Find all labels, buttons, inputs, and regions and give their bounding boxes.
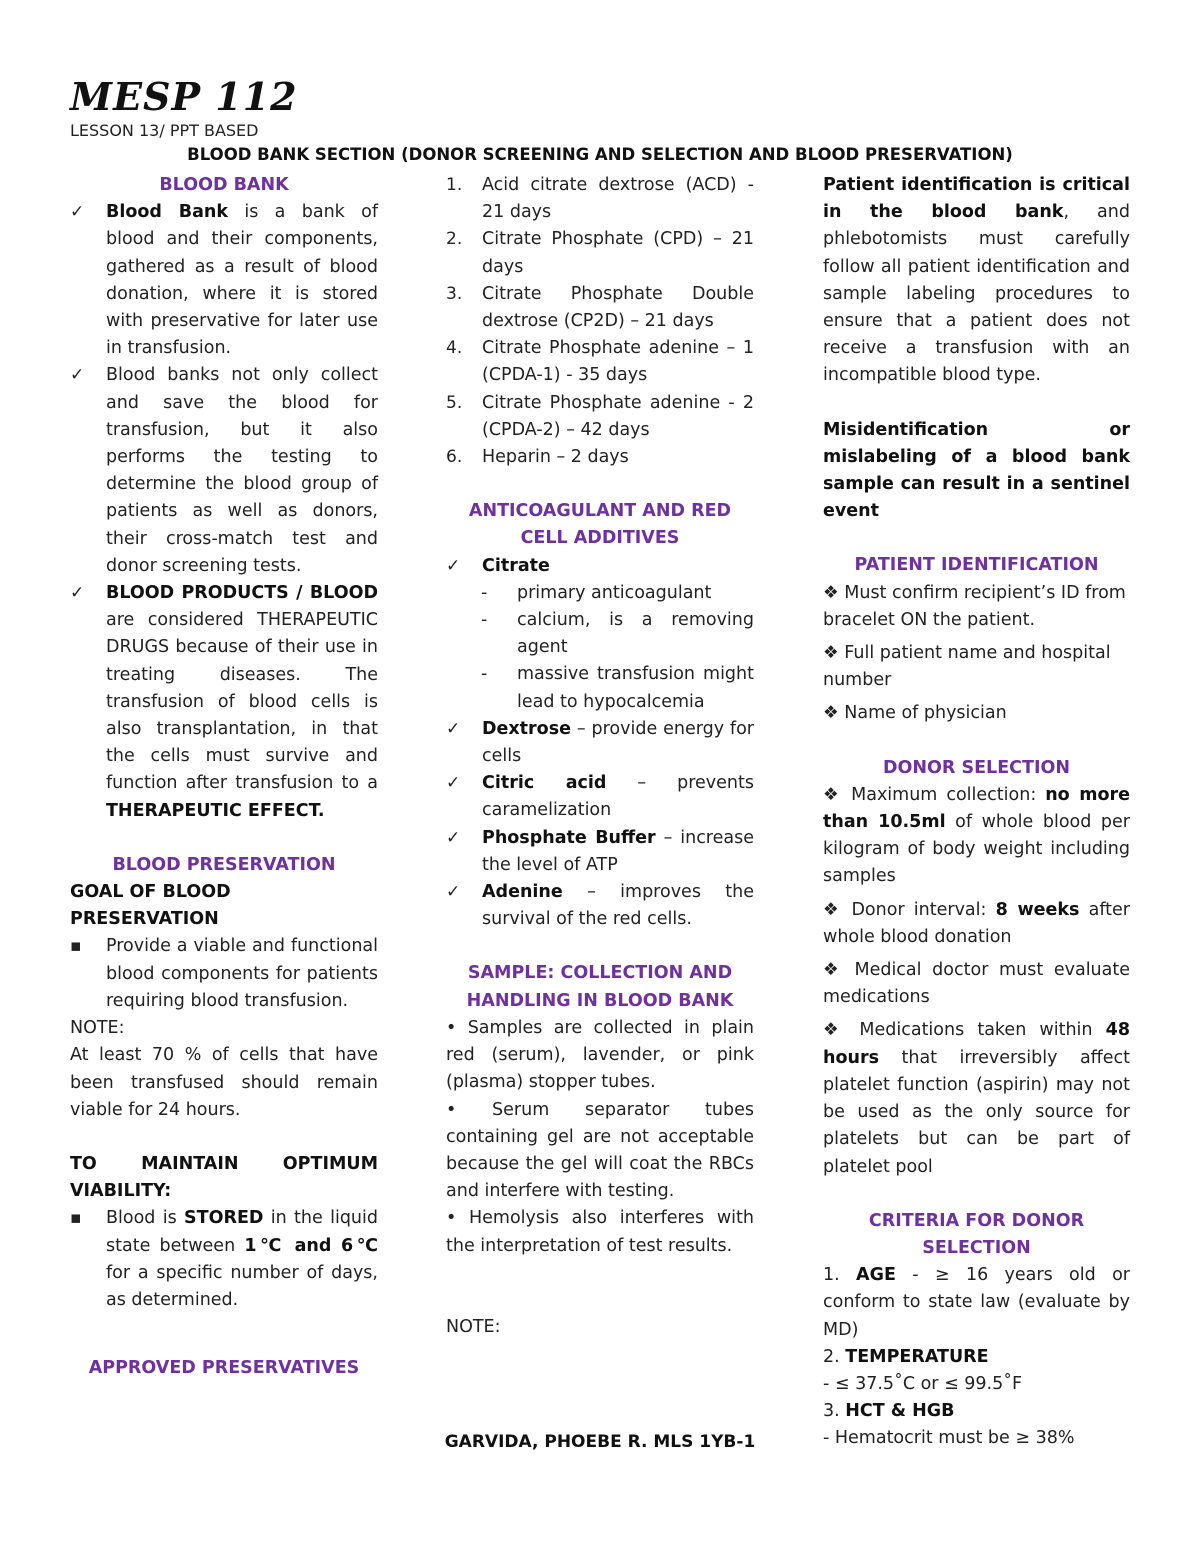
square-bullet-icon: ▪ (70, 1208, 82, 1229)
heading-sample: SAMPLE: COLLECTION AND HANDLING IN BLOOD BANK (466, 963, 734, 1011)
preservatives-list (446, 172, 754, 471)
heading-criteria: CRITERIA FOR DONOR SELECTION (868, 1210, 1085, 1258)
checkmark-icon: ✓ (446, 827, 461, 848)
column-3 (823, 172, 1130, 1453)
heading-blood-preservation: BLOOD PRESERVATION (112, 854, 336, 875)
sub-item: - massive transfusion might lead to hypocalcemia (481, 664, 754, 712)
paragraph: • Samples are collected in plain red (serum), lavender, or pink (plasma) stopper tubes. (446, 1017, 754, 1093)
term: Blood Bank (106, 202, 229, 223)
list-item: ✓ Blood Bank is a bank of blood and their components, gathered as a result of blood donation, where it is stored with preservative for later use in transfusion. (70, 199, 378, 362)
list-item: ▪ Blood is STORED in the liquid state between 1℃ and 6℃ for a specific number of days, as determined. (70, 1205, 378, 1314)
list-item: ❖ Must confirm recipient’s ID from bracelet ON the patient. (823, 582, 1126, 630)
paragraph: Misidentification or mislabeling of a blood bank sample can result in a sentinel event (823, 419, 1130, 522)
list-item: ❖ Maximum collection: no more than 10.5ml of whole blood per kilogram of body weight including samples (823, 784, 1130, 887)
list-item: ❖ Name of physician (823, 703, 1007, 724)
list-item: ▪ Provide a viable and functional blood components for patients requiring blood transfusion. (70, 933, 378, 1015)
subheading-maintain: TO MAINTAIN OPTIMUM VIABILITY: (70, 1153, 378, 1202)
column-1 (70, 172, 378, 1382)
list-item: 3. Citrate Phosphate Double dextrose (CP2D) – 21 days (446, 283, 754, 332)
list-item: 1. Acid citrate dextrose (ACD) - 21 days (446, 175, 754, 223)
heading-anticoagulant: ANTICOAGULANT AND RED CELL ADDITIVES (468, 501, 732, 549)
heading-blood-bank: BLOOD BANK (159, 175, 289, 195)
list-item: 2. Citrate Phosphate (CPD) – 21 days (446, 229, 754, 277)
checkmark-icon: ✓ (70, 202, 85, 223)
heading-patient-identification: PATIENT IDENTIFICATION (854, 555, 1099, 576)
list-item: 6. Heparin – 2 days (446, 447, 629, 468)
heading-approved-preservatives: APPROVED PRESERVATIVES (88, 1358, 360, 1379)
list-item: ❖ Medical doctor must evaluate medications (823, 960, 1130, 1008)
sub-item: - primary anticoagulant (481, 582, 712, 603)
document-title: BLOOD BANK SECTION (DONOR SCREENING AND SELECTION AND BLOOD PRESERVATION) (187, 145, 1013, 164)
checkmark-icon: ✓ (70, 365, 85, 386)
list-item: 1. AGE - ≥ 16 years old or conform to state law (evaluate by MD) (823, 1265, 1130, 1340)
checkmark-icon: ✓ (446, 555, 461, 576)
note-label: NOTE: (446, 1316, 501, 1337)
lesson-label: LESSON 13/ PPT BASED (70, 121, 259, 140)
course-code: MESP 112 (70, 74, 298, 119)
sub-item: - calcium, is a removing agent (481, 610, 754, 658)
paragraph: • Hemolysis also interferes with the interpretation of test results. (446, 1208, 754, 1256)
checkmark-icon: ✓ (446, 773, 461, 794)
author-footer: GARVIDA, PHOEBE R. MLS 1YB-1 (444, 1432, 756, 1452)
list-item: 3. HCT & HGB (823, 1401, 955, 1422)
paragraph: Patient identification is critical in the blood bank, and phlebotomists must carefully follow all patient identification and sample labeling procedures to ensure that a patient does not receive a transfusion with an incompatible blood type. (823, 175, 1130, 386)
list-item: ✓ Phosphate Buffer – increase the level of ATP (446, 825, 754, 879)
square-bullet-icon: ▪ (70, 936, 82, 957)
checkmark-icon: ✓ (70, 583, 85, 604)
checkmark-icon: ✓ (446, 882, 461, 903)
list-item-detail: - ≤ 37.5˚C or ≤ 99.5˚F (823, 1373, 1023, 1394)
list-item: ✓ BLOOD PRODUCTS / BLOOD are considered THERAPEUTIC DRUGS because of their use in treating diseases. The transfusion of blood cells is also transplantation, in that the cells must survive and function after transfusion to a THERAPEUTIC EFFECT. (70, 580, 378, 825)
note-label: NOTE: (70, 1018, 125, 1039)
list-item: ❖ Donor interval: 8 weeks after whole blood donation (823, 899, 1131, 947)
list-item: ✓ Adenine – improves the survival of the red cells. (446, 879, 754, 933)
list-item: ✓ Dextrose – provide energy for cells (446, 716, 754, 770)
list-item: ✓ Blood banks not only collect and save the blood for transfusion, but it also performs the testing to determine the blood group of patients as well as donors, their cross-match test and donor screening tests. (70, 362, 378, 580)
subheading-goal: GOAL OF BLOOD PRESERVATION (70, 882, 231, 930)
list-item: ✓ Citric acid – prevents caramelization (446, 770, 754, 824)
note-text: At least 70 % of cells that have been transfused should remain viable for 24 hours. (70, 1045, 378, 1120)
list-item: ❖ Full patient name and hospital number (823, 643, 1111, 691)
list-item: ❖ Medications taken within 48 hours that irreversibly affect platelet function (aspirin) may not be used as the only source for platelets but can be part of platelet pool (823, 1020, 1130, 1177)
list-item: 5. Citrate Phosphate adenine - 2 (CPDA-2) – 42 days (446, 392, 754, 440)
list-item-detail: - Hematocrit must be ≥ 38% (823, 1428, 1075, 1449)
heading-donor-selection: DONOR SELECTION (883, 757, 1070, 778)
list-item: ✓ Citrate (446, 553, 754, 580)
paragraph: • Serum separator tubes containing gel are not acceptable because the gel will coat the RBCs and interfere with testing. (446, 1099, 754, 1202)
list-item: 4. Citrate Phosphate adenine – 1 (CPDA-1) - 35 days (446, 338, 754, 386)
checkmark-icon: ✓ (446, 718, 461, 739)
column-2 (446, 172, 754, 1341)
list-item: 2. TEMPERATURE (823, 1346, 989, 1367)
